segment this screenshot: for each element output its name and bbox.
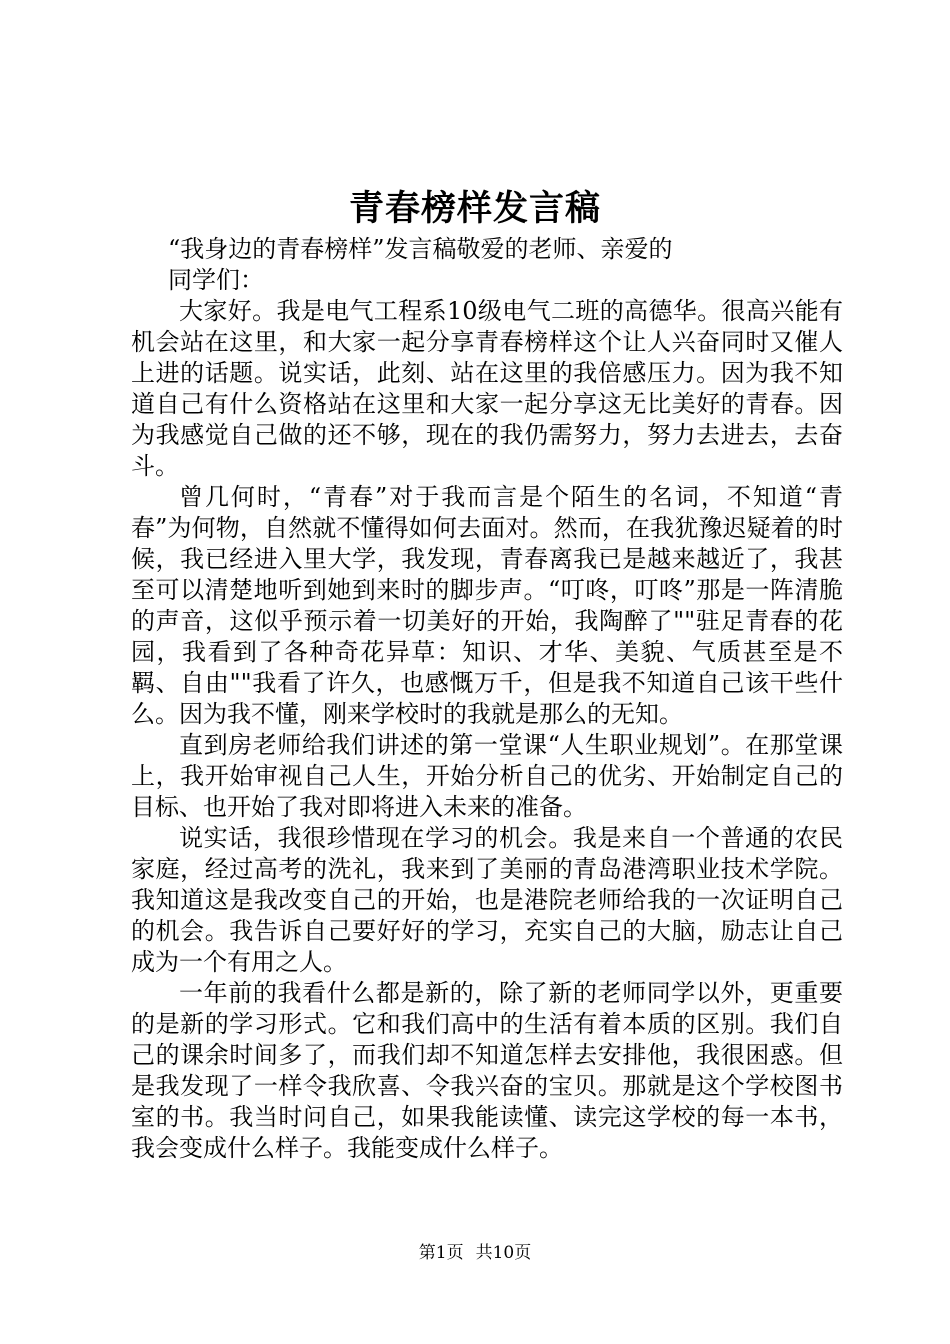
paragraph-5: 一年前的我看什么都是新的，除了新的老师同学以外，更重要的是新的学习形式。它和我们高中的生活有着本质的区别。我们自己的课余时间多了，而我们却不知道怎样去安排他，我很困惑。但是我发现了一样令我欣喜、令我兴奋的宝贝。那就是这个学校图书室的书。我当时问自己，如果我能读懂、读完这学校的每一本书，我会变成什么样子。我能变成什么样子。 — [131, 979, 843, 1162]
document-title: 青春榜样发言稿 — [348, 188, 601, 229]
paragraph-3: 直到房老师给我们讲述的第一堂课“人生职业规划”。在那堂课上，我开始审视自己人生，开始分析自己的优劣、开始制定自己的目标、也开始了我对即将进入未来的准备。 — [131, 731, 843, 821]
page-number: 第1页 — [418, 1243, 464, 1263]
paragraph-2: 曾几何时，“青春”对于我而言是个陌生的名词，不知道“青春”为何物，自然就不懂得如何去面对。然而，在我犹豫迟疑着的时候，我已经进入里大学，我发现，青春离我已是越来越近了，我甚至可以清楚地听到她到来时的脚步声。“叮咚，叮咚”那是一阵清脆的声音，这似乎预示着一切美好的开始，我陶醉了""驻足青春的花园，我看到了各种奇花异草：知识、才华、美貌、气质甚至是不羁、自由""我看了许久，也感慨万千，但是我不知道自己该干些什么。因为我不懂，刚来学校时的我就是那么的无知。 — [131, 483, 843, 728]
paragraph-4: 说实话，我很珍惜现在学习的机会。我是来自一个普通的农民家庭，经过高考的洗礼，我来到了美丽的青岛港湾职业技术学院。我知道这是我改变自己的开始，也是港院老师给我的一次证明自己的机会。我告诉自己要好好的学习，充实自己的大脑，励志让自己成为一个有用之人。 — [131, 824, 843, 976]
document-subtitle — [168, 234, 808, 296]
subtitle-line-2: 同学们： — [168, 266, 264, 294]
paragraph-1: 大家好。我是电气工程系10级电气二班的高德华。很高兴能有机会站在这里，和大家一起分享青春榜样这个让人兴奋同时又催人上进的话题。说实话，此刻、站在这里的我倍感压力。因为我不知道自己有什么资格站在这里和大家一起分享这无比美好的青春。因为我感觉自己做的还不够，现在的我仍需努力，努力去进去，去奋斗。 — [131, 297, 843, 480]
page-total: 共10页 — [475, 1243, 532, 1263]
document-body — [131, 296, 843, 1164]
page-footer — [0, 1242, 950, 1264]
subtitle-line-1: “我身边的青春榜样”发言稿敬爱的老师、亲爱的 — [168, 235, 673, 263]
